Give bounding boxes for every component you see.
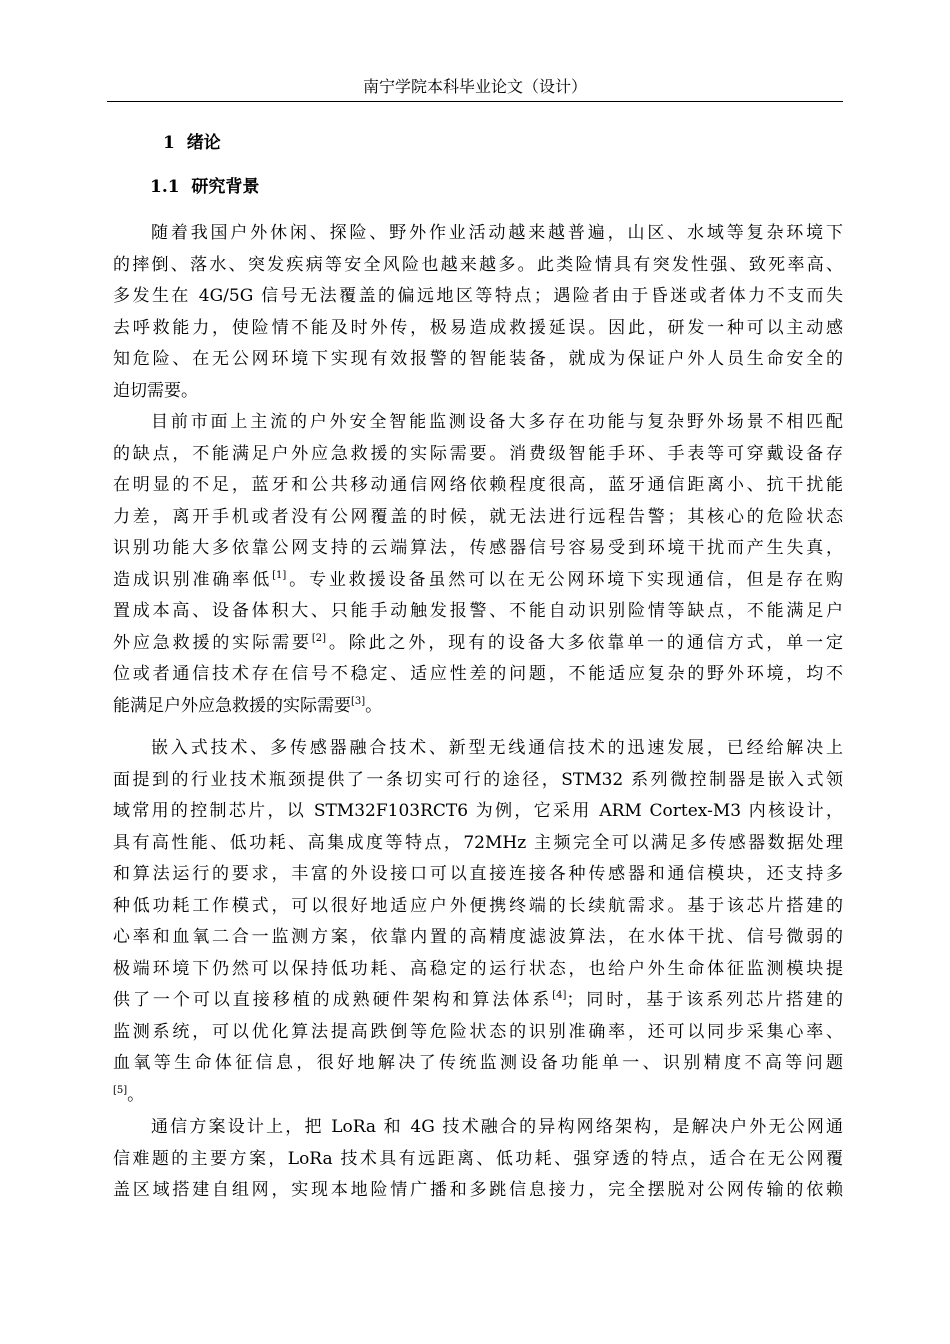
text-line: 极端环境下仍然可以保持低功耗、高稳定的运行状态，也给户外生命体征监测模块提 bbox=[113, 958, 843, 979]
text-line: 的缺点，不能满足户外应急救援的实际需要。消费级智能手环、手表等可穿戴设备存 bbox=[113, 443, 843, 464]
text-line: 位或者通信技术存在信号不稳定、适应性差的问题，不能适应复杂的野外环境，均不 bbox=[113, 664, 843, 684]
text-line: 置成本高、设备体积大、只能手动触发报警、不能自动识别险情等缺点，不能满足户 bbox=[113, 601, 843, 621]
text-segment: 造成识别准确率低 bbox=[113, 569, 273, 590]
text-line: 具有高性能、低功耗、高集成度等特点，72MHz 主频完全可以满足多传感器数据处理 bbox=[113, 832, 843, 853]
paragraph-4 bbox=[113, 1112, 843, 1207]
text-line bbox=[113, 1080, 843, 1112]
text-line bbox=[113, 985, 843, 1017]
text-line: 多发生在 4G/5G 信号无法覆盖的偏远地区等特点；遇险者由于昏迷或者体力不支而失 bbox=[113, 286, 843, 306]
text-segment: 能满足户外应急救援的实际需要 bbox=[113, 695, 351, 716]
paragraph-2 bbox=[113, 407, 843, 722]
chapter-number: 1 bbox=[163, 133, 175, 153]
citation-4[interactable]: [4] bbox=[552, 990, 567, 1001]
text-line: 迫切需要。 bbox=[113, 380, 198, 401]
text-line: 通信方案设计上，把 LoRa 和 4G 技术融合的异构网络架构，是解决户外无公网通 bbox=[151, 1117, 843, 1137]
chapter-heading bbox=[163, 128, 221, 158]
header-rule bbox=[107, 101, 843, 102]
section-title: 研究背景 bbox=[191, 177, 260, 197]
text-line bbox=[113, 628, 843, 660]
text-line: 力差，离开手机或者没有公网覆盖的时候，就无法进行远程告警；其核心的危险状态 bbox=[113, 506, 843, 527]
text-segment: 。 bbox=[365, 695, 383, 716]
text-line: 在明显的不足，蓝牙和公共移动通信网络依赖程度很高，蓝牙通信距离小、抗干扰能 bbox=[113, 475, 843, 495]
text-line: 嵌入式技术、多传感器融合技术、新型无线通信技术的迅速发展，已经给解决上 bbox=[151, 738, 843, 758]
citation-1[interactable]: [1] bbox=[272, 569, 287, 581]
citation-5[interactable]: [5] bbox=[113, 1084, 128, 1096]
text-line bbox=[113, 691, 843, 723]
text-line: 血氧等生命体征信息，很好地解决了传统监测设备功能单一、识别精度不高等问题 bbox=[113, 1053, 843, 1073]
text-line: 域常用的控制芯片，以 STM32F103RCT6 为例，它采用 ARM Cortex-M3 内核设计， bbox=[113, 801, 843, 821]
paragraph-1 bbox=[113, 218, 843, 407]
text-line: 心率和血氧二合一监测方案，依靠内置的高精度滤波算法，在水体干扰、信号微弱的 bbox=[113, 927, 843, 947]
section-heading bbox=[150, 172, 259, 202]
citation-2[interactable]: [2] bbox=[311, 632, 327, 644]
text-line: 识别功能大多依靠公网支持的云端算法，传感器信号容易受到环境干扰而产生失真， bbox=[113, 538, 843, 558]
text-segment: 。除此之外，现有的设备大多依靠单一的通信方式，单一定 bbox=[326, 632, 843, 653]
text-segment: 。专业救援设备虽然可以在无公网环境下实现通信，但是存在购 bbox=[286, 569, 843, 590]
text-line: 和算法运行的要求，丰富的外设接口可以直接连接各种传感器和通信模块，还支持多 bbox=[113, 864, 843, 884]
text-line: 种低功耗工作模式，可以很好地适应户外便携终端的长续航需求。基于该芯片搭建的 bbox=[113, 895, 843, 916]
text-line: 去呼救能力，使险情不能及时外传，极易造成救援延误。因此，研发一种可以主动感 bbox=[113, 317, 843, 338]
text-line: 面提到的行业技术瓶颈提供了一条切实可行的途径，STM32 系列微控制器是嵌入式领 bbox=[113, 769, 843, 790]
text-segment: 供了一个可以直接移植的成熟硬件架构和算法体系 bbox=[113, 990, 553, 1010]
text-segment: ；同时，基于该系列芯片搭建的 bbox=[566, 990, 843, 1010]
chapter-title: 绪论 bbox=[186, 133, 221, 153]
text-line: 随着我国户外休闲、探险、野外作业活动越来越普遍，山区、水域等复杂环境下 bbox=[151, 223, 843, 243]
text-line: 信难题的主要方案，LoRa 技术具有远距离、低功耗、强穿透的特点，适合在无公网覆 bbox=[113, 1148, 843, 1169]
text-line: 监测系统，可以优化算法提高跌倒等危险状态的识别准确率，还可以同步采集心率、 bbox=[113, 1021, 843, 1042]
section-number: 1.1 bbox=[150, 177, 180, 197]
text-line: 盖区域搭建自组网，实现本地险情广播和多跳信息接力，完全摆脱对公网传输的依赖 bbox=[113, 1180, 843, 1200]
text-line: 知危险、在无公网环境下实现有效报警的智能装备，就成为保证户外人员生命安全的 bbox=[113, 349, 843, 369]
text-line: 的摔倒、落水、突发疾病等安全风险也越来越多。此类险情具有突发性强、致死率高、 bbox=[113, 254, 843, 275]
citation-3[interactable]: [3] bbox=[351, 695, 366, 707]
text-line bbox=[113, 565, 843, 597]
paragraph-3 bbox=[113, 733, 843, 1111]
text-segment: 。 bbox=[127, 1084, 145, 1105]
text-segment: 外应急救援的实际需要 bbox=[113, 632, 312, 653]
running-header: 南宁学院本科毕业论文（设计） bbox=[362, 77, 587, 96]
text-line: 目前市面上主流的户外安全智能监测设备大多存在功能与复杂野外场景不相匹配 bbox=[151, 412, 843, 432]
